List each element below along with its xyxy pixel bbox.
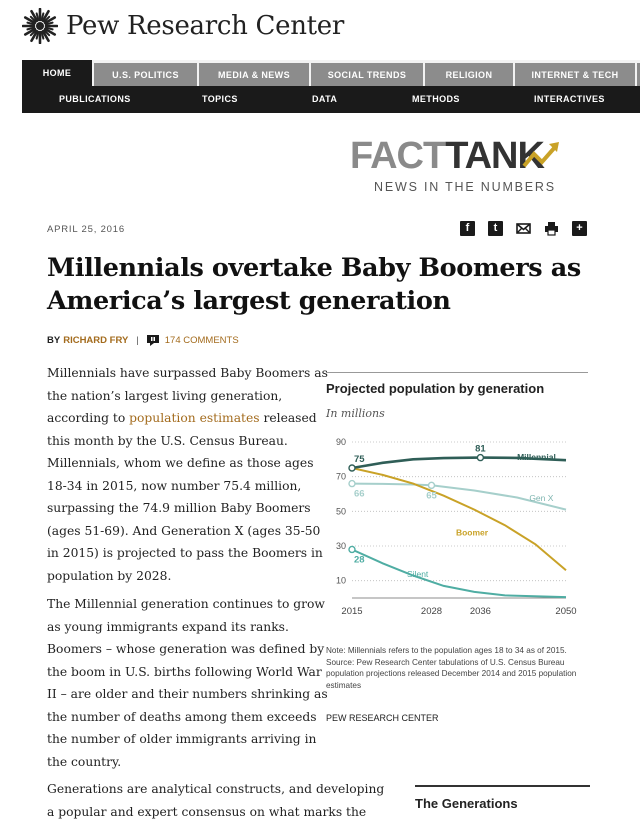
data-label: 66	[354, 488, 365, 500]
article-paragraph-3: Generations are analytical constructs, and developing a popular and expert consensus on what marks the	[47, 782, 385, 819]
chart-source-text: Source: Pew Research Center tabulations of U.S. Census Bureau population projections released December 2014 and 2015 population estimates	[326, 657, 577, 690]
chart-note-text: Note: Millennials refers to the population ages 18 to 34 as of 2015.	[326, 646, 567, 655]
secondary-nav	[22, 86, 640, 113]
data-label: 81	[475, 443, 486, 455]
sidebar-title[interactable]: The Generations	[415, 796, 518, 811]
data-point-marker	[349, 546, 355, 552]
chart-arrow-icon	[522, 140, 562, 170]
population-estimates-link[interactable]: population estimates	[129, 411, 260, 425]
y-tick-label: 30	[335, 541, 346, 551]
y-tick-label: 90	[335, 437, 346, 447]
print-icon[interactable]	[544, 221, 559, 236]
byline-prefix: BY	[47, 335, 61, 346]
nav-data[interactable]: DATA	[312, 94, 338, 104]
article-paragraph-2: The Millennial generation continues to grow as young immigrants expand its ranks. Boomers – whose generation was defined by the boom in U.S. births following World War II – are older and their numbers shrinking as the number of deaths among them exceeds the number of older immigrants arriving in the country.	[47, 597, 328, 769]
article-headline: Millennials overtake Baby Boomers as America’s largest generation	[47, 253, 581, 316]
nav-publications[interactable]: PUBLICATIONS	[59, 94, 131, 104]
series-label: Millennial	[517, 452, 556, 463]
x-tick-label: 2036	[469, 606, 491, 617]
chart-unit: In millions	[326, 407, 385, 420]
data-label: 65	[426, 490, 437, 502]
article-paragraph-1: Millennials have surpassed Baby Boomers as the nation’s largest living generation, according to population estimates released this month by the U.S. Census Bureau. Millennials, whom we define as those ages 18-34 in 2015, now number 75.4 million, surpassing the 74.9 million Baby Boomers (ages 51-69). And Generation X (ages 35-50 in 2015) is projected to pass the Boomers in population by 2028.	[47, 366, 328, 583]
site-logo[interactable]	[22, 8, 344, 44]
chart-title: Projected population by generation	[326, 381, 545, 396]
data-point-marker	[349, 465, 355, 471]
fact-tank-tagline: NEWS IN THE NUMBERS	[374, 180, 556, 194]
author-link[interactable]: RICHARD FRY	[63, 335, 129, 346]
pew-sunburst-icon	[22, 8, 58, 44]
nav-tab-religion[interactable]: RELIGION	[425, 63, 513, 86]
x-tick-label: 2015	[341, 606, 363, 617]
email-icon[interactable]	[516, 221, 531, 236]
nav-topics[interactable]: TOPICS	[202, 94, 238, 104]
article-date: APRIL 25, 2016	[47, 224, 125, 235]
chart-credit: PEW RESEARCH CENTER	[326, 713, 439, 723]
nav-tab-social-trends[interactable]: SOCIAL TRENDS	[311, 63, 423, 86]
facebook-icon[interactable]: f	[460, 221, 475, 236]
brand-name: Pew Research Center	[66, 11, 345, 41]
data-point-marker	[428, 482, 434, 488]
x-tick-label: 2028	[420, 606, 443, 617]
y-tick-label: 50	[335, 506, 346, 517]
sidebar-rule	[415, 785, 590, 787]
byline: BY RICHARD FRY | 174 COMMENTS	[47, 335, 239, 346]
nav-tab-media-news[interactable]: MEDIA & NEWS	[199, 63, 309, 86]
chart-note	[326, 645, 588, 691]
series-label: Silent	[407, 569, 429, 580]
comment-icon[interactable]	[147, 335, 159, 346]
data-point-marker	[477, 455, 483, 461]
data-label: 75	[354, 454, 365, 465]
series-label: Gen X	[529, 492, 554, 503]
fact-tank-title: FACTTANK	[350, 135, 544, 177]
series-line-silent	[352, 550, 566, 598]
comments-link[interactable]: 174 COMMENTS	[164, 335, 239, 346]
nav-tab-internet-tech[interactable]: INTERNET & TECH	[515, 63, 635, 86]
nav-methods[interactable]: METHODS	[412, 94, 460, 104]
chart-top-rule	[326, 372, 588, 373]
nav-tab-us-politics[interactable]: U.S. POLITICS	[94, 63, 197, 86]
nav-tab-home[interactable]: HOME	[22, 60, 92, 86]
y-tick-label: 10	[335, 575, 346, 586]
data-point-marker	[349, 481, 355, 487]
primary-nav	[22, 60, 640, 87]
fact-tank-masthead[interactable]	[350, 135, 570, 194]
y-tick-label: 70	[335, 471, 346, 482]
x-tick-label: 2050	[555, 606, 577, 617]
nav-interactives[interactable]: INTERACTIVES	[534, 94, 605, 104]
data-label: 28	[354, 554, 365, 566]
population-line-chart	[326, 430, 588, 640]
series-label: Boomer	[455, 527, 489, 538]
twitter-icon[interactable]: t	[488, 221, 503, 236]
plus-icon[interactable]: +	[572, 221, 587, 236]
